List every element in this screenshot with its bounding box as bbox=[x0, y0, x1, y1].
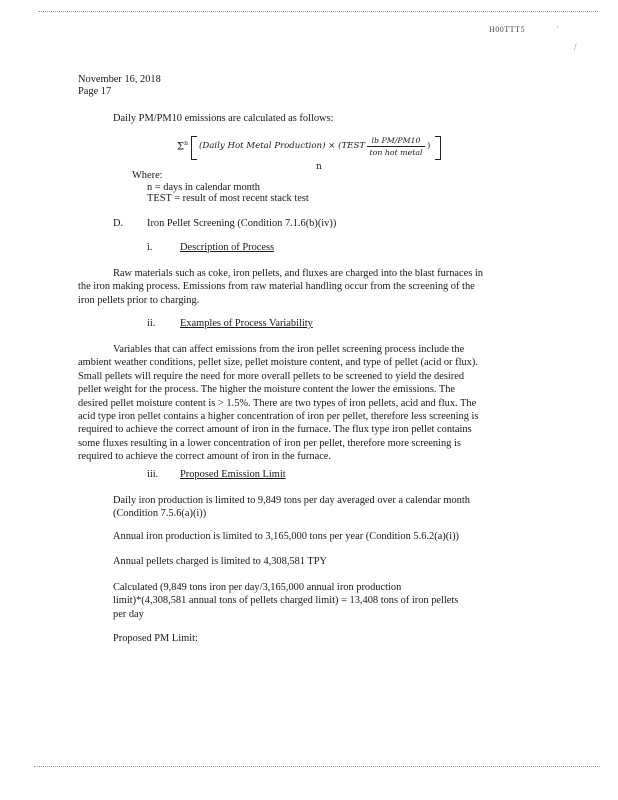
subsection-ii-title: Examples of Process Variability bbox=[180, 318, 313, 329]
subsection-i-num: i. bbox=[147, 242, 153, 253]
daily-limit-text bbox=[113, 494, 470, 521]
formula-close-paren: ) bbox=[427, 141, 431, 151]
paragraph-line: the iron making process. Emissions from raw material handling occur from the screening of the bbox=[78, 281, 475, 293]
paragraph-line: required to achieve the correct amount of iron in the furnace. bbox=[78, 451, 332, 463]
scan-artifact-top bbox=[38, 11, 598, 13]
formula-main-term: (Daily Hot Metal Production) × (TEST bbox=[199, 141, 366, 151]
paragraph-line: iron pellets prior to charging. bbox=[78, 294, 200, 306]
paragraph-line: Raw materials such as coke, iron pellets, and fluxes are charged into the blast furnaces in bbox=[113, 268, 483, 279]
sigma-symbol: Σ bbox=[177, 141, 185, 153]
intro-text: Daily PM/PM10 emissions are calculated as follows: bbox=[113, 113, 334, 124]
bates-number: H00TTT5 bbox=[489, 25, 525, 34]
emission-formula bbox=[177, 136, 441, 172]
where-label: Where: bbox=[132, 170, 163, 181]
paragraph-line: Variables that can affect emissions from the iron pellet screening process include the bbox=[113, 344, 465, 355]
section-d-title: Iron Pellet Screening (Condition 7.1.6(b)(iv)) bbox=[147, 218, 337, 229]
paragraph-line: ambient weather conditions, pellet size, pellet moisture content, and type of pellet (acid or flux). bbox=[78, 357, 478, 369]
subsection-iii-num: iii. bbox=[147, 469, 159, 480]
paragraph-line: acid type iron pellet contains a higher concentration of iron per pellet, therefore less screening is bbox=[78, 411, 479, 423]
calculation-text bbox=[113, 581, 458, 621]
formula-sigma bbox=[177, 140, 188, 152]
where-line-n: n = days in calendar month bbox=[147, 182, 260, 193]
letter-date: November 16, 2018 bbox=[78, 74, 161, 85]
subsection-iii-title: Proposed Emission Limit bbox=[180, 469, 286, 480]
fraction-numerator: lb PM/PM10 bbox=[367, 136, 425, 147]
proposed-pm-limit-label: Proposed PM Limit: bbox=[113, 633, 198, 644]
pellets-limit-text: Annual pellets charged is limited to 4,308,581 TPY bbox=[113, 556, 328, 567]
paragraph-line: Calculated (9,849 tons iron per day/3,165,000 annual iron production bbox=[113, 582, 402, 593]
subsection-i-title: Description of Process bbox=[180, 242, 275, 253]
description-paragraph bbox=[78, 267, 483, 307]
paragraph-line: desired pellet moisture content is > 1.5%. There are two types of iron pellets, acid and flux. The bbox=[78, 397, 477, 409]
paragraph-line: pellet weight for the process. The higher the moisture content the lower the emissions. The bbox=[78, 384, 456, 396]
subsection-ii-num: ii. bbox=[147, 318, 156, 329]
paragraph-line: (Condition 7.5.6(a)(i)) bbox=[113, 508, 207, 520]
formula-right-bracket bbox=[435, 136, 441, 160]
fraction-denominator: ton hot metal bbox=[369, 148, 423, 157]
sigma-superscript: n bbox=[184, 140, 188, 147]
scan-speck: · bbox=[556, 22, 559, 32]
paragraph-line: per day bbox=[113, 608, 144, 620]
formula-left-bracket bbox=[191, 136, 197, 160]
annual-limit-text: Annual iron production is limited to 3,165,000 tons per year (Condition 5.6.2(a)(i)) bbox=[113, 531, 460, 542]
paragraph-line: limit)*(4,308,581 annual tons of pellets charged limit) = 13,408 tons of iron pellets bbox=[113, 595, 459, 607]
formula-divisor: n bbox=[316, 162, 322, 172]
paragraph-line: required to achieve the correct amount of iron in the furnace. The flux type iron pellet contains bbox=[78, 424, 472, 436]
paragraph-line: Small pellets will require the need for more overall pellets to be screened to yield the desired bbox=[78, 370, 465, 382]
section-d-letter: D. bbox=[113, 218, 124, 229]
page-number: Page 17 bbox=[78, 86, 112, 97]
scan-speck: / bbox=[574, 42, 577, 52]
where-line-test: TEST = result of most recent stack test bbox=[147, 193, 309, 204]
paragraph-line: some fluxes resulting in a lower concentration of iron per pellet, therefore more screening is bbox=[78, 437, 461, 449]
paragraph-line: Daily iron production is limited to 9,849 tons per day averaged over a calendar month bbox=[113, 495, 470, 506]
variability-paragraph bbox=[78, 343, 478, 464]
scan-artifact-bottom bbox=[34, 766, 600, 768]
formula-fraction bbox=[367, 136, 425, 157]
